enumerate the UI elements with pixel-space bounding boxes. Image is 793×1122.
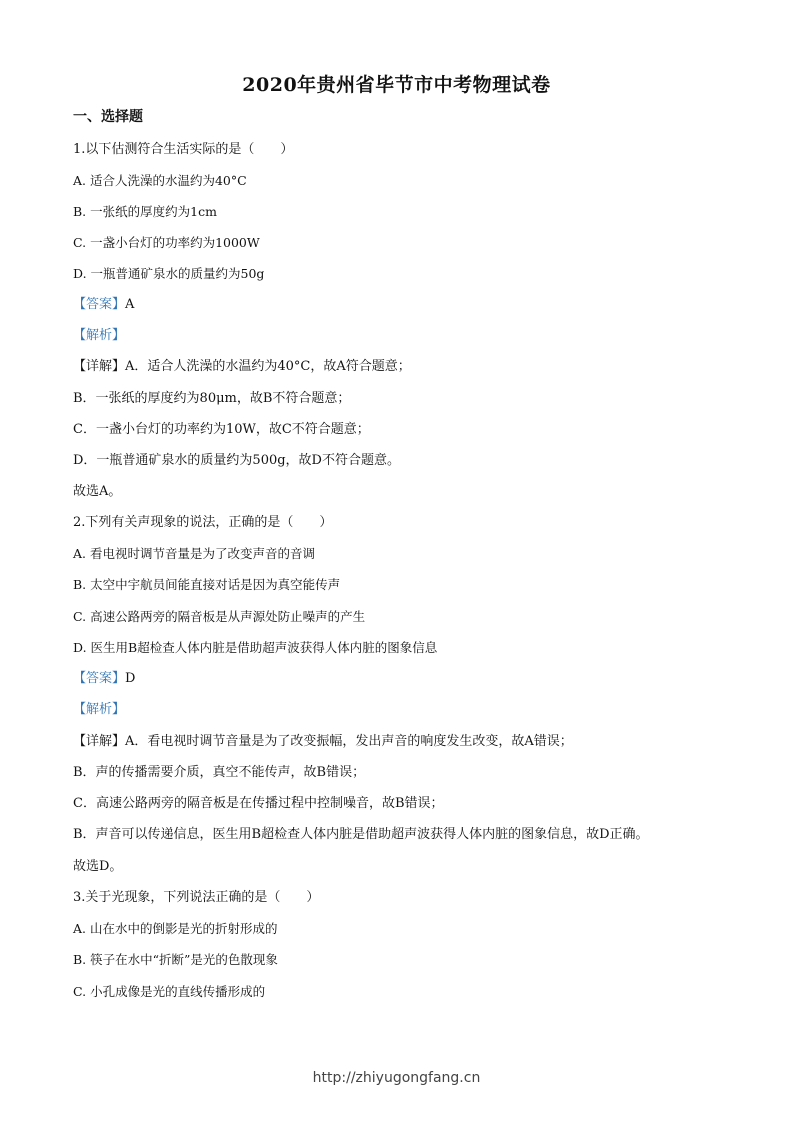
- option-a: A. 山在水中的倒影是光的折射形成的: [73, 921, 278, 936]
- answer-tag: 【答案】: [73, 297, 126, 312]
- option-b: B. 一张纸的厚度约为1cm: [73, 204, 217, 219]
- analysis-tag: 【解析】: [73, 702, 126, 717]
- section-heading: 一、选择题: [73, 109, 143, 125]
- option-a: A. 看电视时调节音量是为了改变声音的音调: [73, 546, 315, 561]
- option-d: D. 一瓶普通矿泉水的质量约为50g: [73, 266, 265, 281]
- option-d: D. 医生用B超检查人体内脏是借助超声波获得人体内脏的图象信息: [73, 640, 438, 655]
- detail-line: D．一瓶普通矿泉水的质量约为500g，故D不符合题意。: [73, 453, 400, 468]
- option-b: B. 太空中宇航员间能直接对话是因为真空能传声: [73, 577, 341, 592]
- option-c: C. 一盏小台灯的功率约为1000W: [73, 235, 260, 250]
- detail-line: B．声音可以传递信息，医生用B超检查人体内脏是借助超声波获得人体内脏的图象信息，故D正确。: [73, 827, 649, 842]
- answer-line: [73, 296, 763, 314]
- option-c: C. 高速公路两旁的隔音板是从声源处防止噪声的产生: [73, 609, 366, 624]
- analysis-tag: 【解析】: [73, 328, 126, 343]
- answer-value: A: [125, 297, 135, 312]
- detail-line: C．一盏小台灯的功率约为10W，故C不符合题意；: [73, 422, 370, 437]
- question-stem: 2.下列有关声现象的说法，正确的是（ ）: [73, 515, 333, 530]
- option-b: B. 筷子在水中“折断”是光的色散现象: [73, 952, 278, 967]
- question-stem: 3.关于光现象，下列说法正确的是（ ）: [73, 890, 320, 905]
- page-title: 2020年贵州省毕节市中考物理试卷: [242, 74, 551, 96]
- option-a: A. 适合人洗澡的水温约为40°C: [73, 173, 247, 188]
- answer-tag: 【答案】: [73, 671, 126, 686]
- detail-line: B．声的传播需要介质，真空不能传声，故B错误；: [73, 765, 366, 780]
- answer-line: [73, 670, 763, 688]
- question-stem: 1.以下估测符合生活实际的是（ ）: [73, 142, 294, 157]
- detail-conclusion: 故选A。: [73, 484, 122, 499]
- option-c: C. 小孔成像是光的直线传播形成的: [73, 984, 266, 999]
- answer-value: D: [125, 671, 136, 686]
- detail-conclusion: 故选D。: [73, 859, 123, 874]
- footer-url[interactable]: http://zhiyugongfang.cn: [312, 1070, 481, 1086]
- detail-line: 【详解】A．适合人洗澡的水温约为40°C，故A符合题意；: [73, 359, 411, 374]
- detail-line: C．高速公路两旁的隔音板是在传播过程中控制噪音，故B错误；: [73, 796, 444, 811]
- detail-line: 【详解】A．看电视时调节音量是为了改变振幅，发出声音的响度发生改变，故A错误；: [73, 734, 573, 749]
- detail-line: B．一张纸的厚度约为80μm，故B不符合题意；: [73, 391, 351, 406]
